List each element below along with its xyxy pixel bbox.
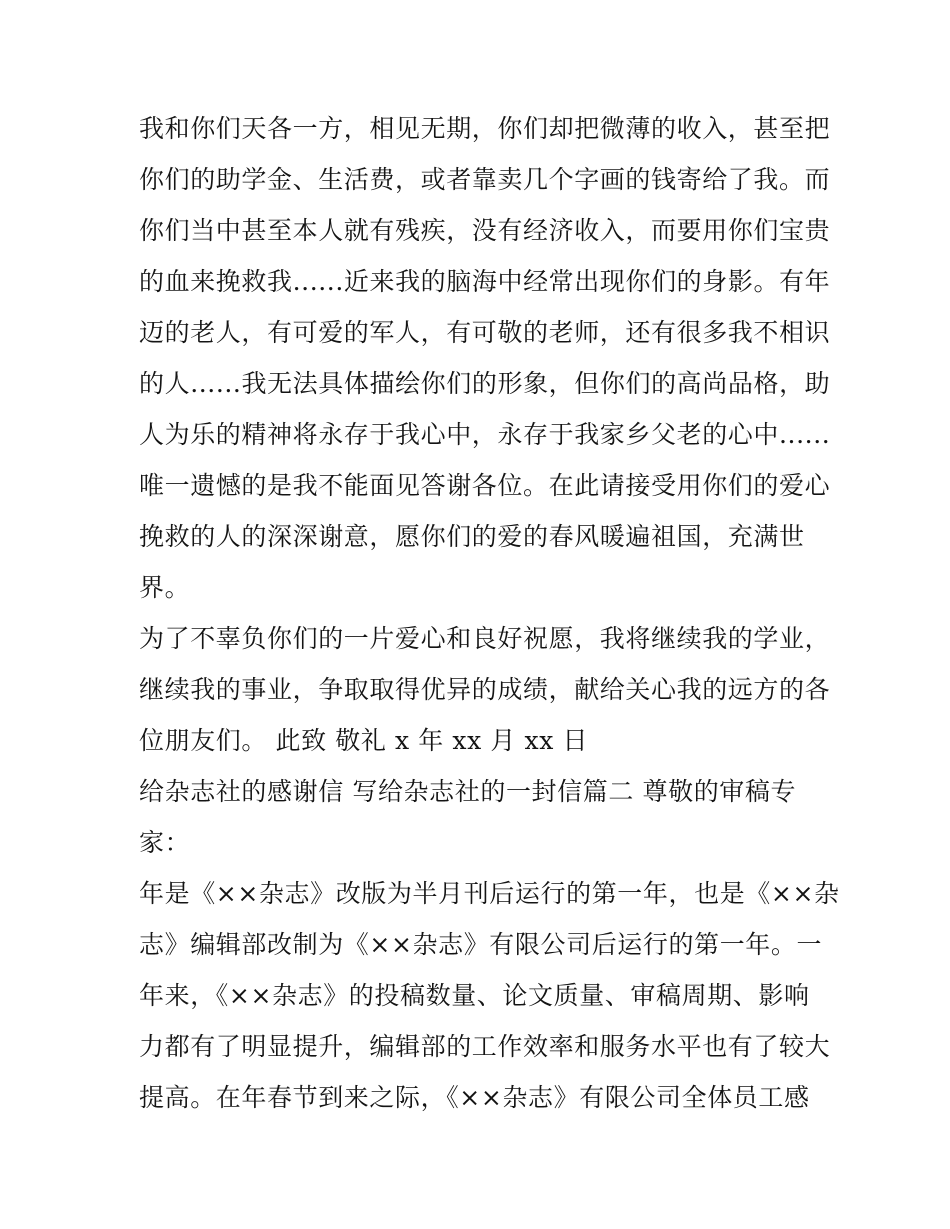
text-line: 你们的助学金、生活费，或者靠卖几个字画的钱寄给了我。而 — [139, 165, 831, 194]
body-text — [139, 103, 840, 1123]
text-line: 志》编辑部改制为《××杂志》有限公司后运行的第一年。一 — [139, 930, 823, 959]
text-line: 唯一遗憾的是我不能面见答谢各位。在此请接受用你们的爱心 — [139, 471, 831, 500]
text-line: 年是《××杂志》改版为半月刊后运行的第一年，也是《××杂 — [139, 879, 840, 908]
text-line: 位朋友们。 此致 敬礼 x 年 xx 月 xx 日 — [139, 726, 589, 755]
text-line: 迈的老人，有可爱的军人，有可敬的老师，还有很多我不相识 — [139, 318, 831, 347]
text-line: 挽救的人的深深谢意，愿你们的爱的春风暖遍祖国，充满世 — [139, 522, 805, 551]
text-line: 我和你们天各一方，相见无期，你们却把微薄的收入，甚至把 — [139, 114, 831, 143]
text-line: 人为乐的精神将永存于我心中，永存于我家乡父老的心中...... — [139, 420, 831, 449]
text-line: 的血来挽救我......近来我的脑海中经常出现你们的身影。有年 — [139, 267, 831, 296]
text-line: 的人......我无法具体描绘你们的形象，但你们的高尚品格，助 — [139, 369, 831, 398]
text-line: 为了不辜负你们的一片爱心和良好祝愿，我将继续我的学业， — [139, 624, 831, 653]
text-line: 继续我的事业，争取取得优异的成绩，献给关心我的远方的各 — [139, 675, 831, 704]
text-line: 你们当中甚至本人就有残疾，没有经济收入，而要用你们宝贵 — [139, 216, 831, 245]
text-line: 年来，《××杂志》的投稿数量、论文质量、审稿周期、影响 — [139, 981, 810, 1010]
text-line: 界。 — [139, 573, 191, 602]
text-line: 提高。在年春节到来之际，《××杂志》有限公司全体员工感 — [139, 1083, 810, 1112]
text-line: 家： — [139, 828, 191, 857]
text-line: 力都有了明显提升，编辑部的工作效率和服务水平也有了较大 — [139, 1032, 831, 1061]
text-line: 给杂志社的感谢信 写给杂志社的一封信篇二 尊敬的审稿专 — [139, 777, 797, 806]
